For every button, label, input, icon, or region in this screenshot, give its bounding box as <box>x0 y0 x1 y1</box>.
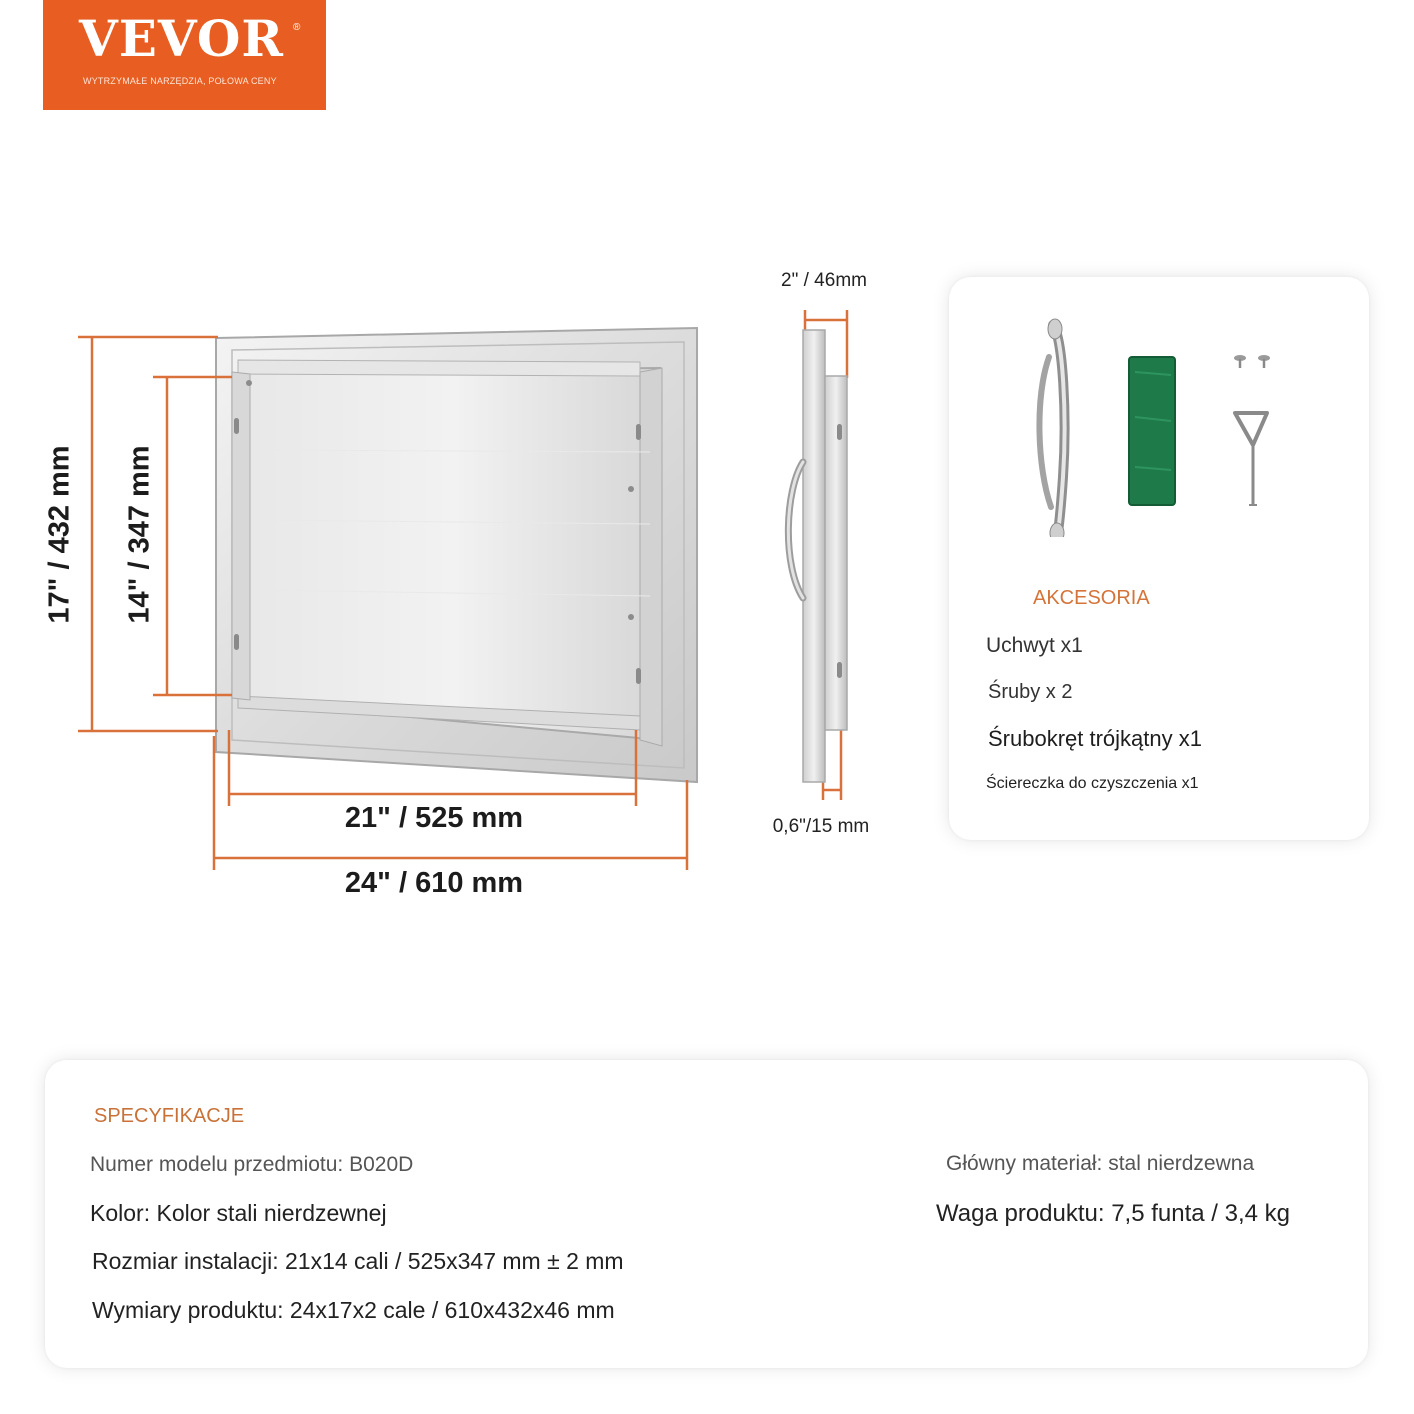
door-side-view <box>788 330 847 782</box>
spec-material: Główny materiał: stal nierdzewna <box>946 1152 1255 1175</box>
dim-depth: 2" / 46mm <box>781 270 867 291</box>
accessories-illustration <box>949 277 1369 537</box>
handle-icon <box>1039 319 1064 537</box>
accessories-card <box>949 277 1369 840</box>
accessory-item: Uchwyt x1 <box>986 634 1083 657</box>
dim-outer-width: 24" / 610 mm <box>344 867 524 899</box>
dim-inner-width: 21" / 525 mm <box>344 802 524 834</box>
brand-registered-mark: ® <box>293 22 301 33</box>
specifications-card <box>45 1060 1368 1368</box>
spec-install-size: Rozmiar instalacji: 21x14 cali / 525x347 mm ± 2 mm <box>92 1248 624 1274</box>
brand-tagline: WYTRZYMAŁE NARZĘDZIA, POŁOWA CENY <box>83 76 277 86</box>
spec-product-dimensions: Wymiary produktu: 24x17x2 cale / 610x432x46 mm <box>92 1297 615 1323</box>
accessory-item: Śrubokręt trójkątny x1 <box>988 726 1202 751</box>
door-front-view <box>216 328 697 782</box>
accessory-item: Śruby x 2 <box>988 681 1073 703</box>
spec-model-number: Numer modelu przedmiotu: B020D <box>90 1153 414 1176</box>
cleaning-pad-icon <box>1129 357 1175 505</box>
brand-name: VEVOR <box>79 9 284 68</box>
triangle-key-icon <box>1235 413 1267 505</box>
specifications-title: SPECYFIKACJE <box>94 1105 245 1127</box>
spec-weight: Waga produktu: 7,5 funta / 3,4 kg <box>936 1200 1290 1227</box>
accessories-title: AKCESORIA <box>1033 587 1150 609</box>
spec-color: Kolor: Kolor stali nierdzewnej <box>90 1200 387 1226</box>
dim-inner-height: 14" / 347 mm <box>123 445 156 624</box>
dim-outer-height: 17" / 432 mm <box>43 445 76 624</box>
dim-frame-thickness: 0,6"/15 mm <box>772 816 870 837</box>
accessory-item: Ściereczka do czyszczenia x1 <box>986 775 1199 792</box>
screws-icon <box>1234 355 1270 368</box>
